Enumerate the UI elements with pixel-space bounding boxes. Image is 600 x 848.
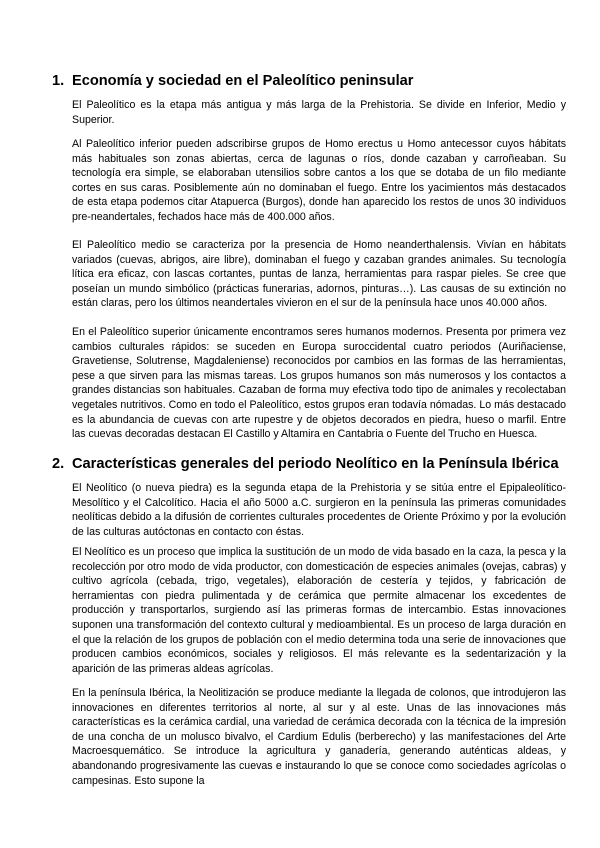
section-2-paragraph-1: El Neolítico (o nueva piedra) es la segunda etapa de la Prehistoria y se sitúa entre el Epipaleolítico-Mesolítico y el Calcolítico. Hacia el año 5000 a.C. surgieron en la península las primeras comunidades neolíticas debido a la difusión de corrientes culturales procedentes de Oriente Próximo y por la evolución de las culturas autóctonas en contacto con éstas. [72, 482, 566, 538]
section-2-heading [52, 455, 559, 473]
section-2-paragraph-2: El Neolítico es un proceso que implica la sustitución de un modo de vida basado en la caza, la pesca y la recolección por otro modo de vida productor, con domesticación de especies animales (ovejas, cabras) y cultivo agrícola (cebada, trigo, vegetales), elaboración de cestería y tejidos, y fabricación de herramientas con piedra pulimentada y de cerámica que permite almacenar los excedentes de producción y transportarlos, surgiendo así las primeras formas de intercambio. Estas innovaciones suponen una transformación del contexto cultural y medioambiental. Es un proceso de larga duración en el que la relación de los grupos de población con el medio determina toda una serie de innovaciones que producen cambios económicos, sociales y religiosos. El más relevante es la sedentarización y la aparición de las primeras aldeas agrícolas. [72, 546, 566, 675]
section-1-title: Economía y sociedad en el Paleolítico peninsular [72, 73, 414, 89]
section-1-heading [52, 72, 546, 90]
section-2-number: 2. [52, 456, 65, 472]
section-1-paragraph-2: Al Paleolítico inferior pueden adscribirse grupos de Homo erectus u Homo antecessor cuyos hábitats más habituales son zonas abiertas, cerca de lagunas o ríos, donde cazaban y carroñeaban. Su tecnología era simple, se elaboraban utensilios sobre cantos a los que se dotaba de un filo mediante cortes en sus caras. Posiblemente aún no dominaban el fuego. Entre los yacimientos más destacados de esta etapa podemos citar Atapuerca (Burgos), donde han aparecido los restos de unos 30 individuos pre-neandertales, fechados hace más de 400.000 años. [72, 138, 566, 223]
section-1-number: 1. [52, 73, 65, 89]
section-1-paragraph-3: El Paleolítico medio se caracteriza por la presencia de Homo neanderthalensis. Vivían en hábitats variados (cuevas, abrigos, aire libre), dominaban el fuego y cazaban grandes animales. Su tecnología lítica era eficaz, con lascas cortantes, puntas de lanza, herramientas para raspar pieles. Se cree que poseían un mundo simbólico (prácticas funerarias, adornos, pinturas…). Las causas de su extinción no están claras, pero los últimos neandertales vivieron en el sur de la península hace unos 40.000 años. [72, 239, 566, 310]
section-1-paragraph-4: En el Paleolítico superior únicamente encontramos seres humanos modernos. Presenta por primera vez cambios culturales rápidos: se suceden en Europa suroccidental cuatro periodos (Auriñaciense, Gravetiense, Solutrense, Magdaleniense) reconocidos por cambios en las formas de las herramientas, pese a que sirven para las mismas tareas. Los grupos humanos son más numerosos y los contactos a grandes distancias son habituales. Cazaban de forma muy efectiva todo tipo de animales y recolectaban vegetales nutritivos. Como en todo el Paleolítico, estos grupos eran todavía nómadas. Lo más destacado es la abundancia de cuevas con arte rupestre y de objetos decorados en piedra, hueso o marfil. Entre las cuevas decoradas destacan El Castillo y Altamira en Cantabria o Fuente del Trucho en Huesca. [72, 326, 566, 441]
section-2-paragraph-3: En la península Ibérica, la Neolitización se produce mediante la llegada de colonos, que introdujeron las innovaciones en diferentes territorios al norte, al sur y al este. Unas de las innovaciones más características es la cerámica cardial, una variedad de cerámica decorada con la técnica de la impresión de una concha de un molusco bivalvo, el Cardium Edulis (berberecho) y las manifestaciones del Arte Macroesquemático. Se introduce la agricultura y ganadería, generando auténticas aldeas, y abandonando progresivamente las cuevas e instaurando lo que se conoce como sociedades agrícolas o campesinas. Esto supone la [72, 687, 566, 787]
section-2-title: Características generales del periodo Neolítico en la Península Ibérica [72, 456, 559, 472]
section-1-paragraph-1: El Paleolítico es la etapa más antigua y más larga de la Prehistoria. Se divide en Inferior, Medio y Superior. [72, 99, 566, 126]
